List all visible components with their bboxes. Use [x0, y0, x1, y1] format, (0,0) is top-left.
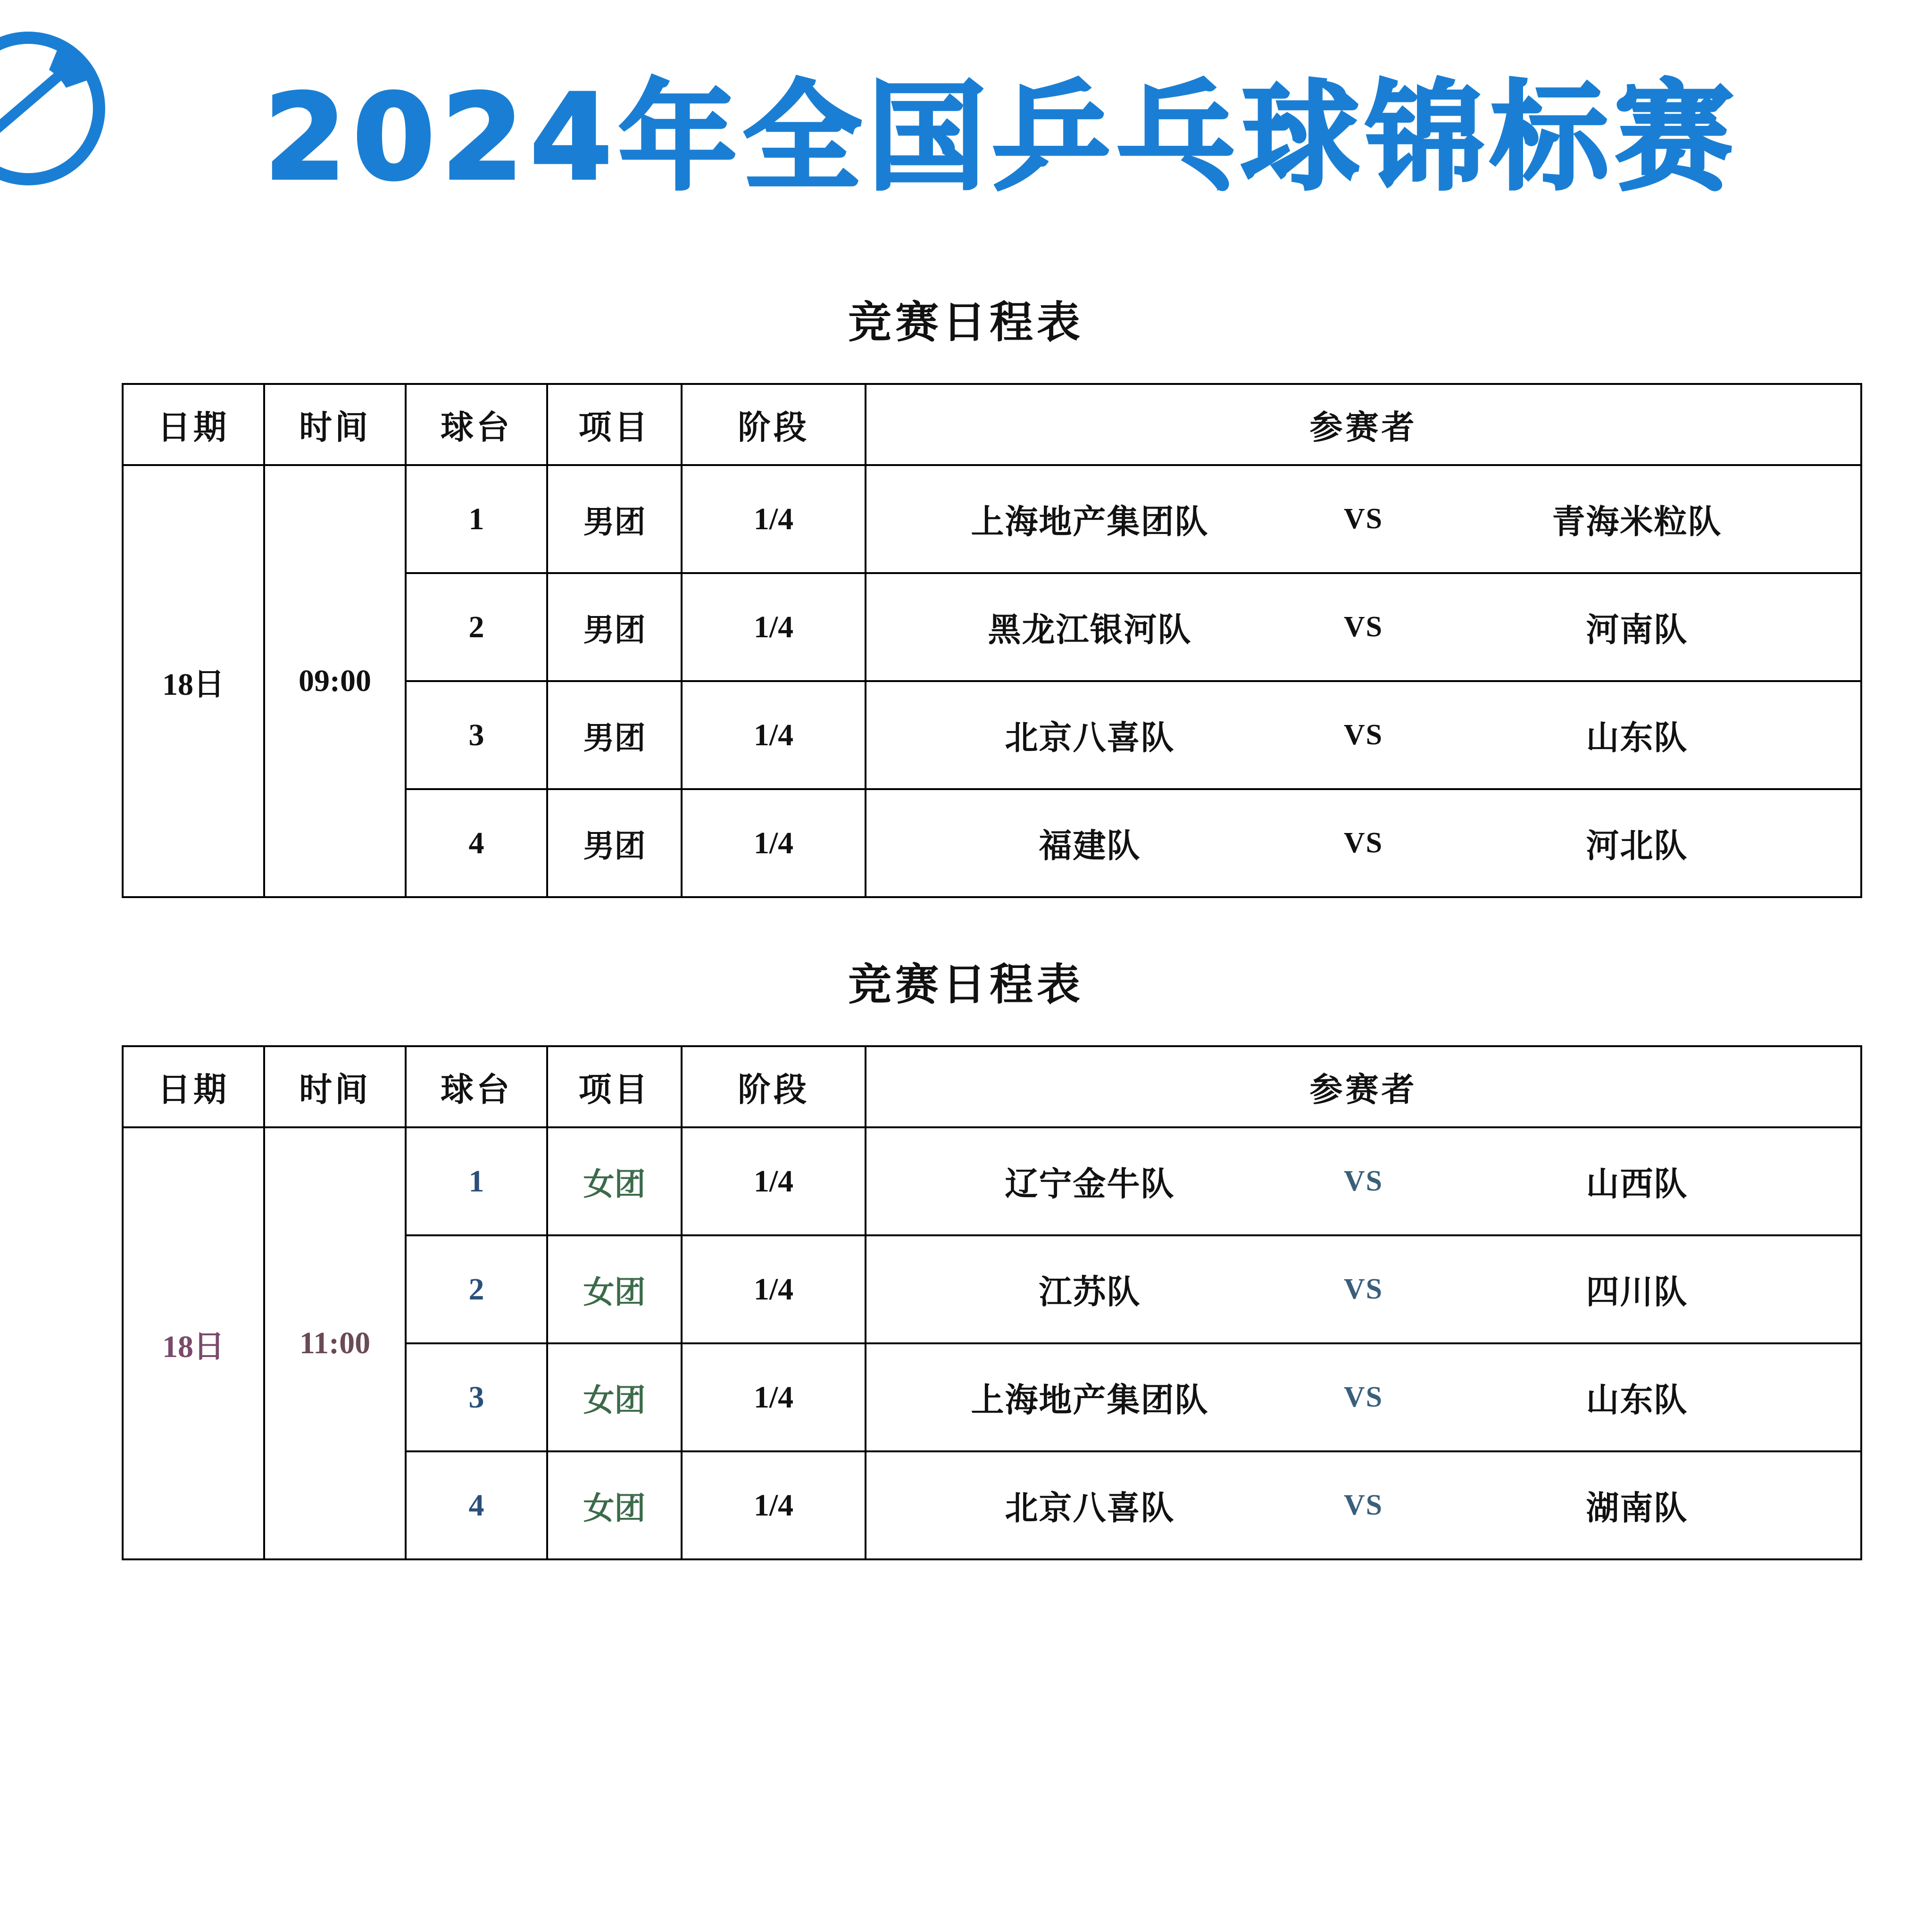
team-b: 山东队: [1586, 1382, 1688, 1419]
cell-time: 09:00: [264, 465, 406, 897]
column-header-time: 时间: [264, 1046, 406, 1127]
cell-stage: 1/4: [682, 465, 866, 573]
cell-stage: 1/4: [682, 789, 866, 897]
ittf-logo-icon: [0, 28, 108, 189]
column-header-time: 时间: [264, 384, 406, 465]
cell-time: 11:00: [264, 1127, 406, 1559]
cell-table-number: 2: [406, 1235, 547, 1343]
team-a: 北京八喜队: [1005, 720, 1175, 757]
cell-event: 女团: [547, 1451, 682, 1559]
team-b: 山西队: [1586, 1166, 1688, 1203]
table-row: [123, 1127, 1861, 1235]
column-header-event: 项目: [547, 384, 682, 465]
cell-table-number: 4: [406, 1451, 547, 1559]
team-a: 江苏队: [1039, 1274, 1141, 1311]
cell-event: 男团: [547, 573, 682, 681]
cell-stage: 1/4: [682, 1127, 866, 1235]
vs-label: VS: [1343, 503, 1383, 535]
table-wrap-womens: [84, 1045, 1848, 1560]
cell-stage: 1/4: [682, 573, 866, 681]
schedule-section-womens: [0, 950, 1932, 1560]
cell-event: 男团: [547, 681, 682, 789]
cell-stage: 1/4: [682, 1235, 866, 1343]
column-header-table: 球台: [406, 384, 547, 465]
cell-participants: [866, 789, 1861, 897]
schedule-section-mens: [0, 288, 1932, 898]
column-header-stage: 阶段: [682, 1046, 866, 1127]
column-header-date: 日期: [123, 1046, 264, 1127]
cell-event: 女团: [547, 1127, 682, 1235]
team-b: 河南队: [1586, 612, 1688, 649]
cell-table-number: 1: [406, 465, 547, 573]
table-wrap-mens: [84, 383, 1848, 898]
cell-participants: [866, 681, 1861, 789]
team-a: 北京八喜队: [1005, 1491, 1175, 1527]
spacer-title-womens: [0, 1012, 1932, 1045]
spacer-top: [0, 250, 1932, 288]
cell-participants: [866, 573, 1861, 681]
column-header-stage: 阶段: [682, 384, 866, 465]
spacer-title-mens: [0, 350, 1932, 383]
cell-participants: [866, 1451, 1861, 1559]
vs-label: VS: [1343, 1381, 1383, 1413]
table-header-row: [123, 1046, 1861, 1127]
section-title-womens: 竞赛日程表: [848, 961, 1084, 1009]
column-header-date: 日期: [123, 384, 264, 465]
team-a: 福建队: [1039, 828, 1141, 865]
cell-stage: 1/4: [682, 681, 866, 789]
team-b: 河北队: [1586, 828, 1688, 865]
team-a: 上海地产集团队: [971, 1382, 1209, 1419]
team-b: 四川队: [1586, 1274, 1688, 1311]
cell-participants: [866, 1235, 1861, 1343]
vs-label: VS: [1343, 1489, 1383, 1521]
cell-table-number: 2: [406, 573, 547, 681]
vs-label: VS: [1343, 719, 1383, 751]
cell-participants: [866, 1127, 1861, 1235]
spacer-between-sections: [0, 898, 1932, 950]
column-header-event: 项目: [547, 1046, 682, 1127]
team-b: 青海米粒队: [1552, 504, 1722, 541]
vs-label: VS: [1343, 827, 1383, 859]
table-row: [123, 465, 1861, 573]
cell-event: 女团: [547, 1343, 682, 1451]
cell-event: 男团: [547, 465, 682, 573]
cell-event: 女团: [547, 1235, 682, 1343]
cell-participants: [866, 1343, 1861, 1451]
vs-label: VS: [1343, 1273, 1383, 1305]
table-header-row: [123, 384, 1861, 465]
column-header-table: 球台: [406, 1046, 547, 1127]
cell-event: 男团: [547, 789, 682, 897]
cell-stage: 1/4: [682, 1451, 866, 1559]
cell-table-number: 4: [406, 789, 547, 897]
team-a: 上海地产集团队: [971, 504, 1209, 541]
cell-table-number: 1: [406, 1127, 547, 1235]
vs-label: VS: [1343, 611, 1383, 643]
cell-date: 18日: [123, 465, 264, 897]
cell-table-number: 3: [406, 1343, 547, 1451]
column-header-participants: 参赛者: [866, 1046, 1861, 1127]
cell-date: 18日: [123, 1127, 264, 1559]
schedule-table-mens: [122, 383, 1862, 898]
team-b: 湖南队: [1586, 1491, 1688, 1527]
schedule-table-womens: [122, 1045, 1862, 1560]
cell-table-number: 3: [406, 681, 547, 789]
banner-title: 2024年全国乒乓球锦标赛: [264, 69, 1740, 206]
section-title-mens: 竞赛日程表: [848, 299, 1084, 347]
team-b: 山东队: [1586, 720, 1688, 757]
cell-participants: [866, 465, 1861, 573]
team-a: 黑龙江银河队: [988, 612, 1192, 649]
column-header-participants: 参赛者: [866, 384, 1861, 465]
page-banner: [0, 0, 1932, 250]
team-a: 辽宁金牛队: [1005, 1166, 1175, 1203]
vs-label: VS: [1343, 1165, 1383, 1197]
cell-stage: 1/4: [682, 1343, 866, 1451]
